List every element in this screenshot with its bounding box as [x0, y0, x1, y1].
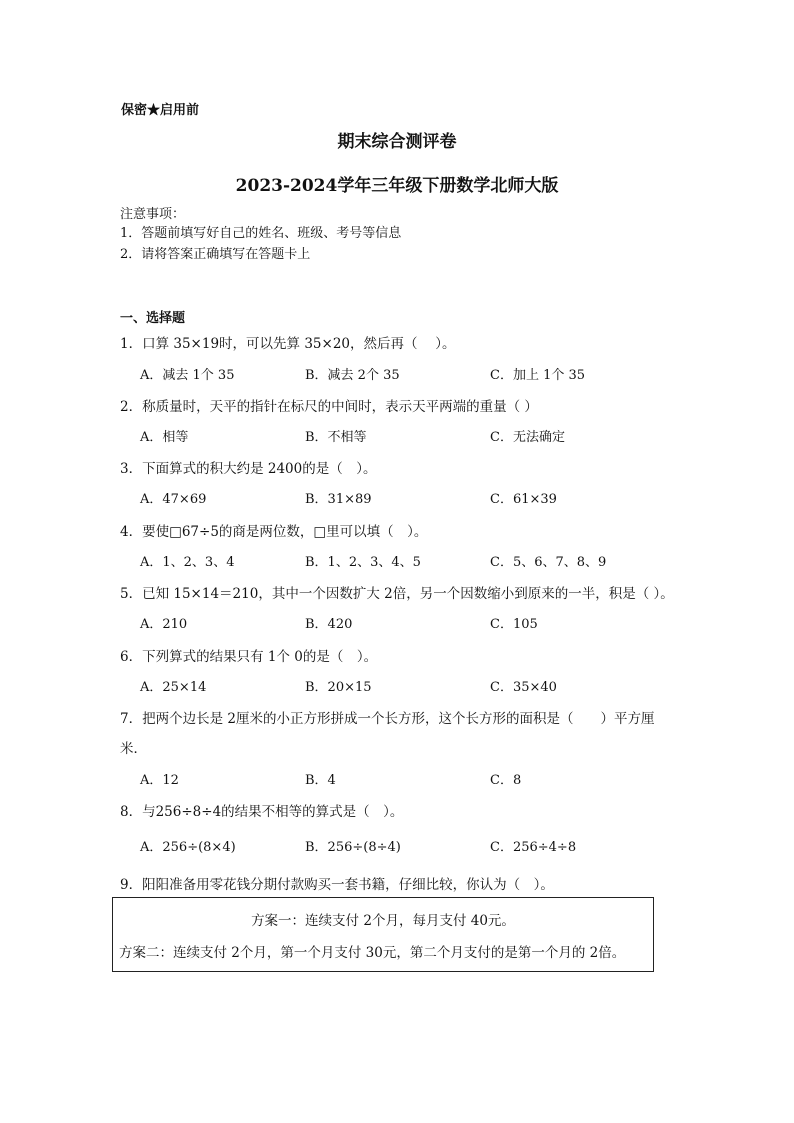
- option-b: B．减去 2个 35: [305, 368, 400, 383]
- option-c: C．5、6、7、8、9: [490, 555, 607, 570]
- option-a: A．相等: [140, 430, 189, 445]
- question-8: 8．与256÷8÷4的结果不相等的算式是（ ）。: [120, 804, 404, 820]
- option-b: B．256÷(8÷4): [305, 840, 401, 855]
- plan-box: [112, 897, 654, 972]
- option-a: A．47×69: [140, 492, 207, 507]
- question-7-continuation: 米．: [120, 741, 147, 757]
- option-a: A．12: [140, 773, 179, 788]
- option-b: B．不相等: [305, 430, 367, 445]
- plan-one: 方案一：连续支付 2个月，每月支付 40元。: [251, 913, 515, 929]
- note-item: 2．请将答案正确填写在答题卡上: [120, 247, 311, 262]
- option-b: B．4: [305, 773, 336, 788]
- question-6: 6．下列算式的结果只有 1个 0的是（ ）。: [120, 649, 378, 665]
- option-b: B．420: [305, 617, 353, 632]
- question-5: 5．已知 15×14＝210，其中一个因数扩大 2倍，另一个因数缩小到原来的一半，积是（ ）。: [120, 586, 674, 602]
- question-9: 9．阳阳准备用零花钱分期付款购买一套书籍，仔细比较，你认为（ ）。: [120, 877, 554, 893]
- note-item: 1．答题前填写好自己的姓名、班级、考号等信息: [120, 226, 402, 241]
- exam-subtitle: 2023-2024学年三年级下册数学北师大版: [235, 176, 559, 196]
- option-c: C．无法确定: [490, 430, 565, 445]
- question-4: 4．要使□67÷5的商是两位数，□里可以填（ ）。: [120, 524, 428, 540]
- option-a: A．25×14: [140, 680, 207, 695]
- option-c: C．加上 1个 35: [490, 368, 586, 383]
- option-a: A．256÷(8×4): [140, 840, 236, 855]
- option-c: C．256÷4÷8: [490, 840, 577, 855]
- question-2: 2．称质量时，天平的指针在标尺的中间时，表示天平两端的重量（ ）: [120, 399, 538, 415]
- option-c: C．35×40: [490, 680, 557, 695]
- option-a: A．1、2、3、4: [140, 555, 235, 570]
- question-3: 3．下面算式的积大约是 2400的是（ ）。: [120, 461, 377, 477]
- option-c: C．61×39: [490, 492, 557, 507]
- question-1: 1．口算 35×19时，可以先算 35×20，然后再（ ）。: [120, 336, 456, 352]
- plan-two: 方案二：连续支付 2个月，第一个月支付 30元，第二个月支付的是第一个月的 2倍。: [119, 945, 626, 961]
- option-c: C．8: [490, 773, 522, 788]
- option-b: B．31×89: [305, 492, 372, 507]
- option-b: B．20×15: [305, 680, 372, 695]
- section-title: 一、选择题: [120, 311, 186, 326]
- exam-title: 期末综合测评卷: [337, 132, 457, 152]
- option-b: B．1、2、3、4、5: [305, 555, 421, 570]
- confidential-label: 保密★启用前: [121, 103, 200, 118]
- option-a: A．210: [140, 617, 188, 632]
- notes-heading: 注意事项：: [120, 207, 186, 222]
- question-7: 7．把两个边长是 2厘米的小正方形拼成一个长方形，这个长方形的面积是（ ）平方厘: [120, 711, 655, 727]
- option-c: C．105: [490, 617, 538, 632]
- option-a: A．减去 1个 35: [140, 368, 235, 383]
